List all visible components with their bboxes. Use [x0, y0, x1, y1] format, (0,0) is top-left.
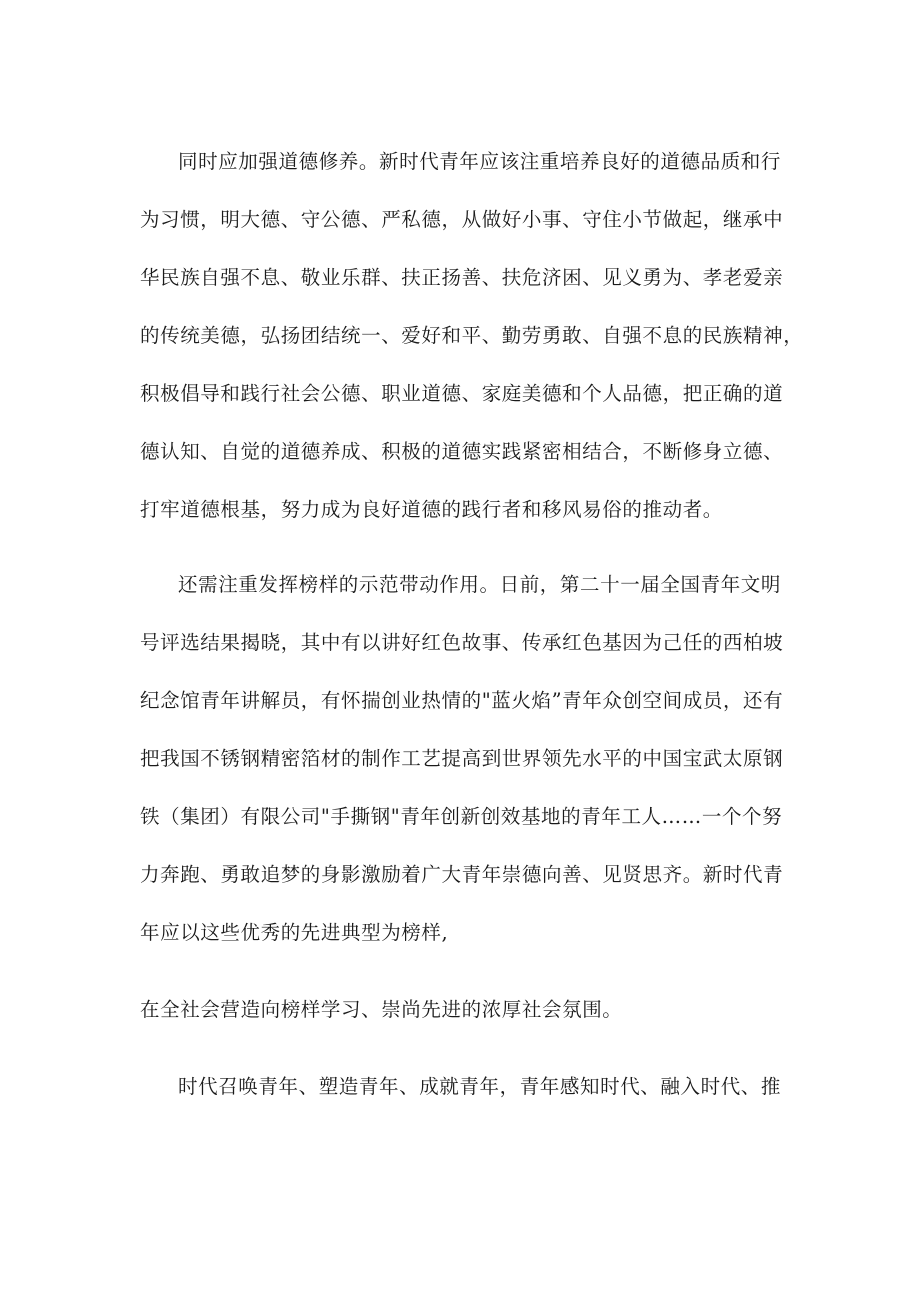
paragraph-line: 纪念馆青年讲解员，有怀揣创业热情的"蓝火焰”青年众创空间成员，还有 — [140, 689, 784, 712]
paragraph-line: 同时应加强道德修养。新时代青年应该注重培养良好的道德品质和行 — [178, 150, 782, 173]
paragraph-line: 为习惯，明大德、守公德、严私德，从做好小事、守住小节做起，继承中 — [140, 208, 784, 231]
paragraph-line: 号评选结果揭晓，其中有以讲好红色故事、传承红色基因为己任的西柏坡 — [140, 631, 784, 654]
paragraph-line: 力奔跑、勇敢追梦的身影激励着广大青年崇德向善、见贤思齐。新时代青 — [140, 863, 784, 886]
paragraph-line: 积极倡导和践行社会公德、职业道德、家庭美德和个人品德，把正确的道 — [140, 382, 784, 405]
paragraph-line: 铁（集团）有限公司"手撕钢"青年创新创效基地的青年工人……一个个努 — [140, 805, 783, 828]
paragraph-line: 时代召唤青年、塑造青年、成就青年，青年感知时代、融入时代、推 — [178, 1075, 782, 1098]
paragraph-line: 把我国不锈钢精密箔材的制作工艺提高到世界领先水平的中国宝武太原钢 — [140, 747, 784, 770]
paragraph-line: 德认知、自觉的道德养成、积极的道德实践紧密相结合，不断修身立德、 — [140, 440, 784, 463]
paragraph-line: 打牢道德根基，努力成为良好道德的践行者和移风易俗的推动者。 — [140, 498, 723, 521]
paragraph-line: 在全社会营造向榜样学习、崇尚先进的浓厚社会氛围。 — [140, 998, 623, 1021]
paragraph-line: 华民族自强不息、敬业乐群、扶正扬善、扶危济困、见义勇为、孝老爱亲 — [140, 266, 784, 289]
paragraph-line: 的传统美德，弘扬团结统一、爱好和平、勤劳勇敢、自强不息的民族精神， — [140, 324, 804, 347]
paragraph-line: 年应以这些优秀的先进典型为榜样, — [140, 921, 449, 944]
paragraph-line: 还需注重发挥榜样的示范带动作用。日前，第二十一届全国青年文明 — [178, 573, 782, 596]
